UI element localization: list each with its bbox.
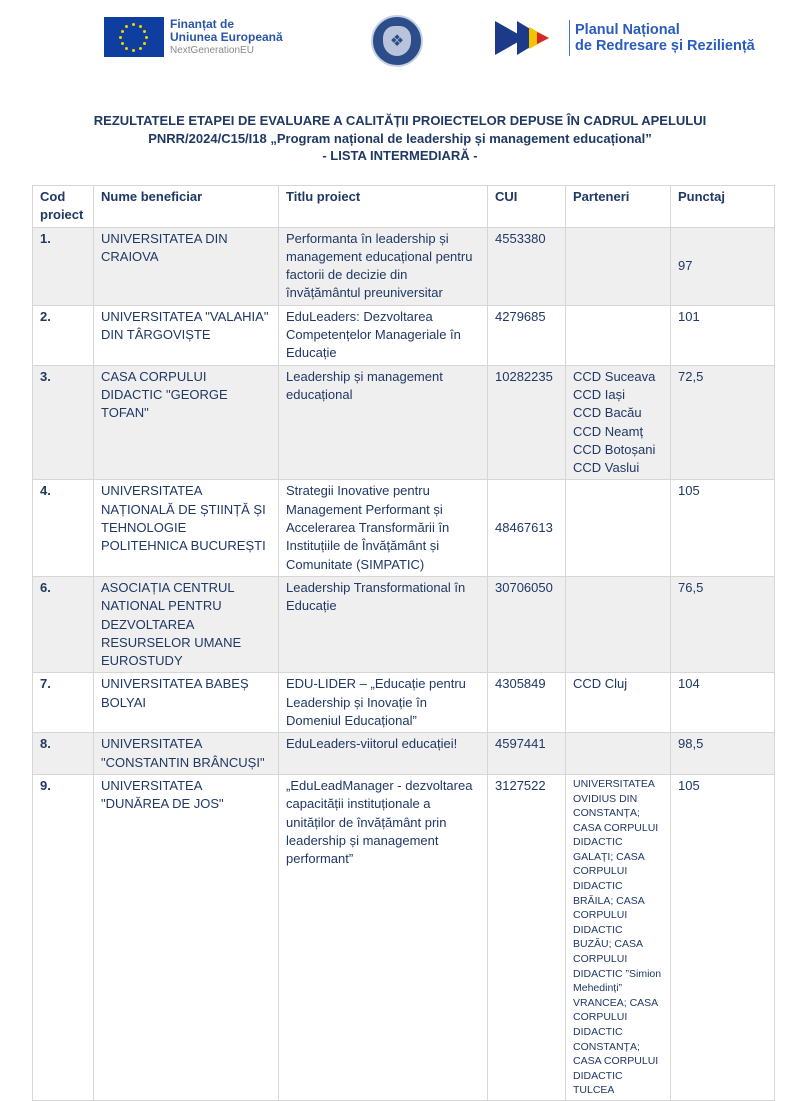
cell-nume: UNIVERSITATEA "DUNĂREA DE JOS" [94,774,279,1100]
title-line1: REZULTATELE ETAPEI DE EVALUARE A CALITĂȚII PROIECTELOR DEPUSE ÎN CADRUL APELULUI [93,113,707,128]
table-row [33,305,775,365]
table-row [33,673,775,733]
cell-cod: 9. [33,774,94,1100]
cell-parteneri [566,305,671,365]
cell-punctaj: 101 [671,305,775,365]
cell-parteneri [566,576,671,672]
pnrr-logo-line2: de Redresare și Reziliență [575,38,755,54]
cell-titlu: Leadership și management educațional [279,365,488,480]
table-header-row [33,186,775,228]
header-titlu: Titlu proiect [279,186,488,228]
partner-item: CCD Neamț [573,423,644,439]
partner-item: CCD Suceava [573,368,656,384]
cell-cui: 4305849 [488,673,566,733]
cell-nume: UNIVERSITATEA "CONSTANTIN BRÂNCUȘI" [94,733,279,775]
logo-header [0,0,800,80]
cell-punctaj: 72,5 [671,365,775,480]
cell-nume: UNIVERSITATEA BABEȘ BOLYAI [94,673,279,733]
cell-cod: 8. [33,733,94,775]
header-cod: Cod proiect [33,186,94,228]
table-row [33,227,775,305]
title-line2: PNRR/2024/C15/I18 „Program național de leadership și management educațional” [148,130,652,146]
header-nume: Nume beneficiar [94,186,279,228]
cell-titlu: „EduLeadManager - dezvoltarea capacității instituționale a unităților de învățământ prin leadership și management performant” [279,774,488,1100]
table-row [33,774,775,1100]
eu-funding-logo [104,17,283,57]
cell-nume: UNIVERSITATEA DIN CRAIOVA [94,227,279,305]
cell-punctaj: 97 [671,227,775,305]
cell-titlu: EduLeaders: Dezvoltarea Competențelor Manageriale în Educație [279,305,488,365]
cell-cod: 3. [33,365,94,480]
table-row [33,365,775,480]
cell-parteneri [566,227,671,305]
table-row [33,733,775,775]
cell-titlu: EDU-LIDER – „Educație pentru Leadership și Inovație în Domeniul Educațional” [279,673,488,733]
header-cui: CUI [488,186,566,228]
cell-nume: UNIVERSITATEA NAȚIONALĂ DE ȘTIINȚĂ ȘI TEHNOLOGIE POLITEHNICA BUCUREȘTI [94,480,279,576]
cell-parteneri [566,480,671,576]
document-title [0,112,800,165]
cell-parteneri [566,673,671,733]
cell-cui: 4279685 [488,305,566,365]
eu-logo-line1: Finanțat de [170,16,235,31]
eu-logo-line2: Uniunea Europeană [170,29,283,44]
cell-titlu: Performanta în leadership și management educațional pentru factorii de decizie din învățământul preuniversitar [279,227,488,305]
results-table [32,185,775,1101]
cell-cui: 30706050 [488,576,566,672]
cell-cui: 4597441 [488,733,566,775]
cell-cod: 4. [33,480,94,576]
cell-cod: 1. [33,227,94,305]
table-row [33,576,775,672]
cell-punctaj: 105 [671,480,775,576]
cell-titlu: Strategii Inovative pentru Management Performant și Accelerarea Transformării în Instituțiile de Învățământ și Comunitate (SIMPATIC) [279,480,488,576]
cell-cui: 48467613 [488,480,566,576]
header-punctaj: Punctaj [671,186,775,228]
cell-titlu: Leadership Transformational în Educație [279,576,488,672]
partner-item: CCD Cluj [573,676,628,692]
cell-parteneri: UNIVERSITATEA OVIDIUS DIN CONSTANȚA; CASA CORPULUI DIDACTIC GALAȚI; CASA CORPULUI DIDACTIC BRĂILA; CASA CORPULUI DIDACTIC BUZĂU; CASA CORPULUI DIDACTIC ”Simion Mehedinți” VRANCEA; CASA CORPULUI DIDACTIC CONSTANȚA; CASA CORPULUI DIDACTIC TULCEA [566,774,671,1100]
table-row [33,480,775,576]
cell-nume: UNIVERSITATEA "VALAHIA" DIN TÂRGOVIȘTE [94,305,279,365]
partner-item: CCD Iași [573,386,626,402]
cell-punctaj: 98,5 [671,733,775,775]
cell-cod: 6. [33,576,94,672]
cell-nume: CASA CORPULUI DIDACTIC "GEORGE TOFAN" [94,365,279,480]
cell-cui: 10282235 [488,365,566,480]
cell-cod: 2. [33,305,94,365]
cell-cui: 3127522 [488,774,566,1100]
cell-cod: 7. [33,673,94,733]
cell-nume: ASOCIAȚIA CENTRUL NATIONAL PENTRU DEZVOLTAREA RESURSELOR UMANE EUROSTUDY [94,576,279,672]
cell-parteneri [566,733,671,775]
pnrr-logo-line1: Planul Național [575,22,680,38]
header-parteneri: Parteneri [566,186,671,228]
cell-punctaj: 76,5 [671,576,775,672]
pnrr-arrows-icon [495,21,563,55]
partner-item: CCD Botoșani [573,441,656,457]
romanian-government-seal-icon: ❖ [371,15,423,67]
cell-parteneri [566,365,671,480]
cell-punctaj: 105 [671,774,775,1100]
eu-flag-icon [104,17,164,57]
eu-logo-line3: NextGenerationEU [170,44,254,56]
partner-item: CCD Bacău [573,405,642,421]
cell-cui: 4553380 [488,227,566,305]
title-line3: - LISTA INTERMEDIARĂ - [322,148,478,163]
pnrr-logo-divider [569,20,570,56]
pnrr-logo [495,20,755,56]
partner-item: CCD Vaslui [573,460,640,476]
cell-titlu: EduLeaders-viitorul educației! [279,733,488,775]
cell-punctaj: 104 [671,673,775,733]
